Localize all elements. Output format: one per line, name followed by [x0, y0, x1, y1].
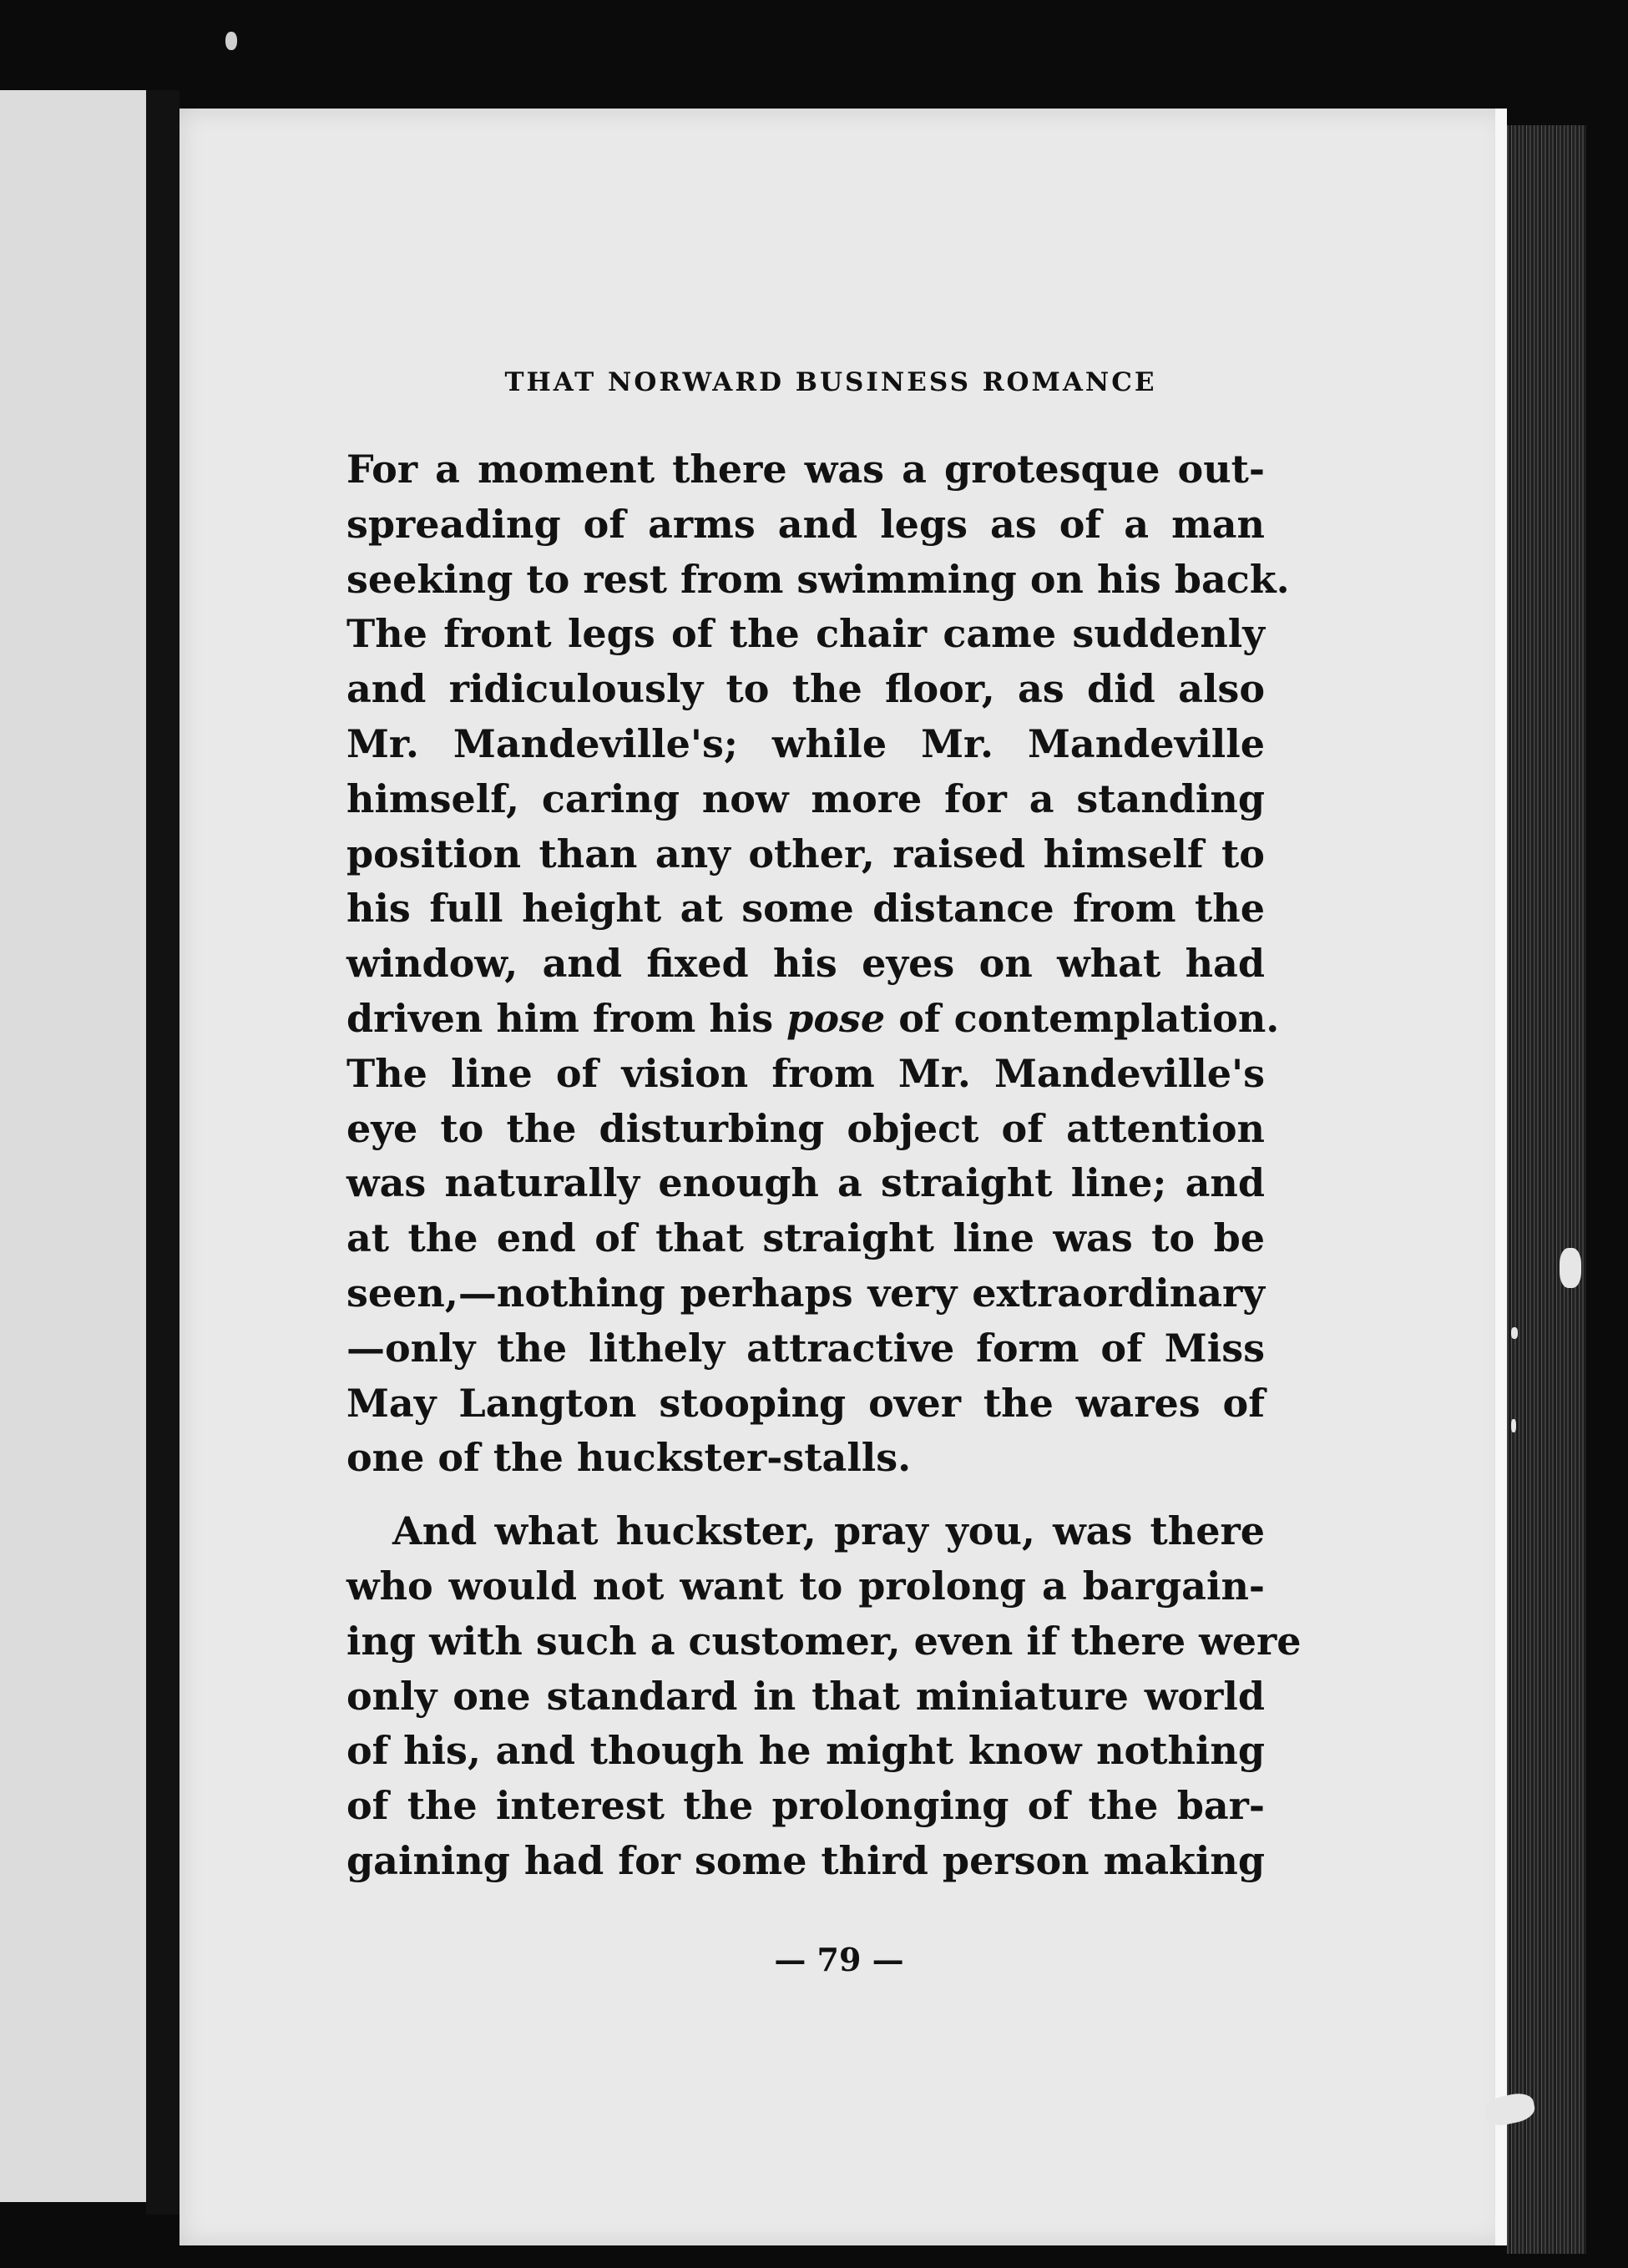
text-line: at the end of that straight line was to be [346, 1215, 1265, 1261]
text-line: was naturally enough a straight line; and [346, 1160, 1265, 1206]
text-line: spreading of arms and legs as of a man [346, 501, 1265, 547]
text-line: And what huckster, pray you, was there [392, 1508, 1265, 1554]
page-edge [1495, 109, 1507, 2245]
text-line: of his, and though he might know nothing [346, 1728, 1265, 1774]
page-number: — 79 — [774, 1941, 904, 1978]
page-stack-edge [1507, 125, 1586, 2254]
text-line: May Langton stooping over the wares of [346, 1380, 1265, 1426]
book-gutter [146, 90, 179, 2215]
page-stack-shadow [1586, 125, 1628, 2254]
scan-mark [225, 32, 237, 50]
text-line: driven him from his pose of contemplation. [346, 995, 1280, 1041]
text-line: seeking to rest from swimming on his back. [346, 556, 1290, 602]
paragraph-1 [346, 442, 1290, 1486]
text-line: seen,—nothing perhaps very extraordinary [346, 1270, 1265, 1316]
text-line: position than any other, raised himself to [346, 831, 1265, 876]
text-line: ing with such a customer, even if there were [346, 1618, 1302, 1664]
text-line: who would not want to prolong a bargain- [346, 1563, 1265, 1609]
body-text [346, 442, 1302, 1889]
left-page-fragment [0, 90, 149, 2202]
text-line: gaining had for some third person making [346, 1837, 1265, 1883]
italic-word: pose [786, 995, 886, 1041]
text-line: —only the lithely attractive form of Miss [346, 1325, 1265, 1371]
text-line: his full height at some distance from the [346, 886, 1265, 932]
paper-speck [1511, 1419, 1516, 1432]
paper-speck [1511, 1327, 1518, 1339]
text-line: one of the huckster-stalls. [346, 1435, 912, 1481]
text-line: window, and fixed his eyes on what had [346, 941, 1265, 987]
text-line: eye to the disturbing object of attention [346, 1105, 1265, 1151]
text-line: himself, caring now more for a standing [346, 775, 1265, 821]
text-line: only one standard in that miniature world [346, 1673, 1265, 1719]
text-line: and ridiculously to the floor, as did also [346, 666, 1265, 712]
text-line: For a moment there was a grotesque out- [346, 447, 1265, 492]
paragraph-2 [346, 1504, 1302, 1889]
text-line: Mr. Mandeville's; while Mr. Mandeville [346, 720, 1265, 766]
paragraph-gap [346, 1486, 1265, 1504]
text-line: of the interest the prolonging of the bar- [346, 1783, 1265, 1829]
text-line: The front legs of the chair came suddenly [346, 611, 1265, 657]
paper-speck [1560, 1248, 1581, 1288]
running-head: THAT NORWARD BUSINESS ROMANCE [504, 367, 1157, 397]
text-line: The line of vision from Mr. Mandeville's [346, 1050, 1265, 1096]
